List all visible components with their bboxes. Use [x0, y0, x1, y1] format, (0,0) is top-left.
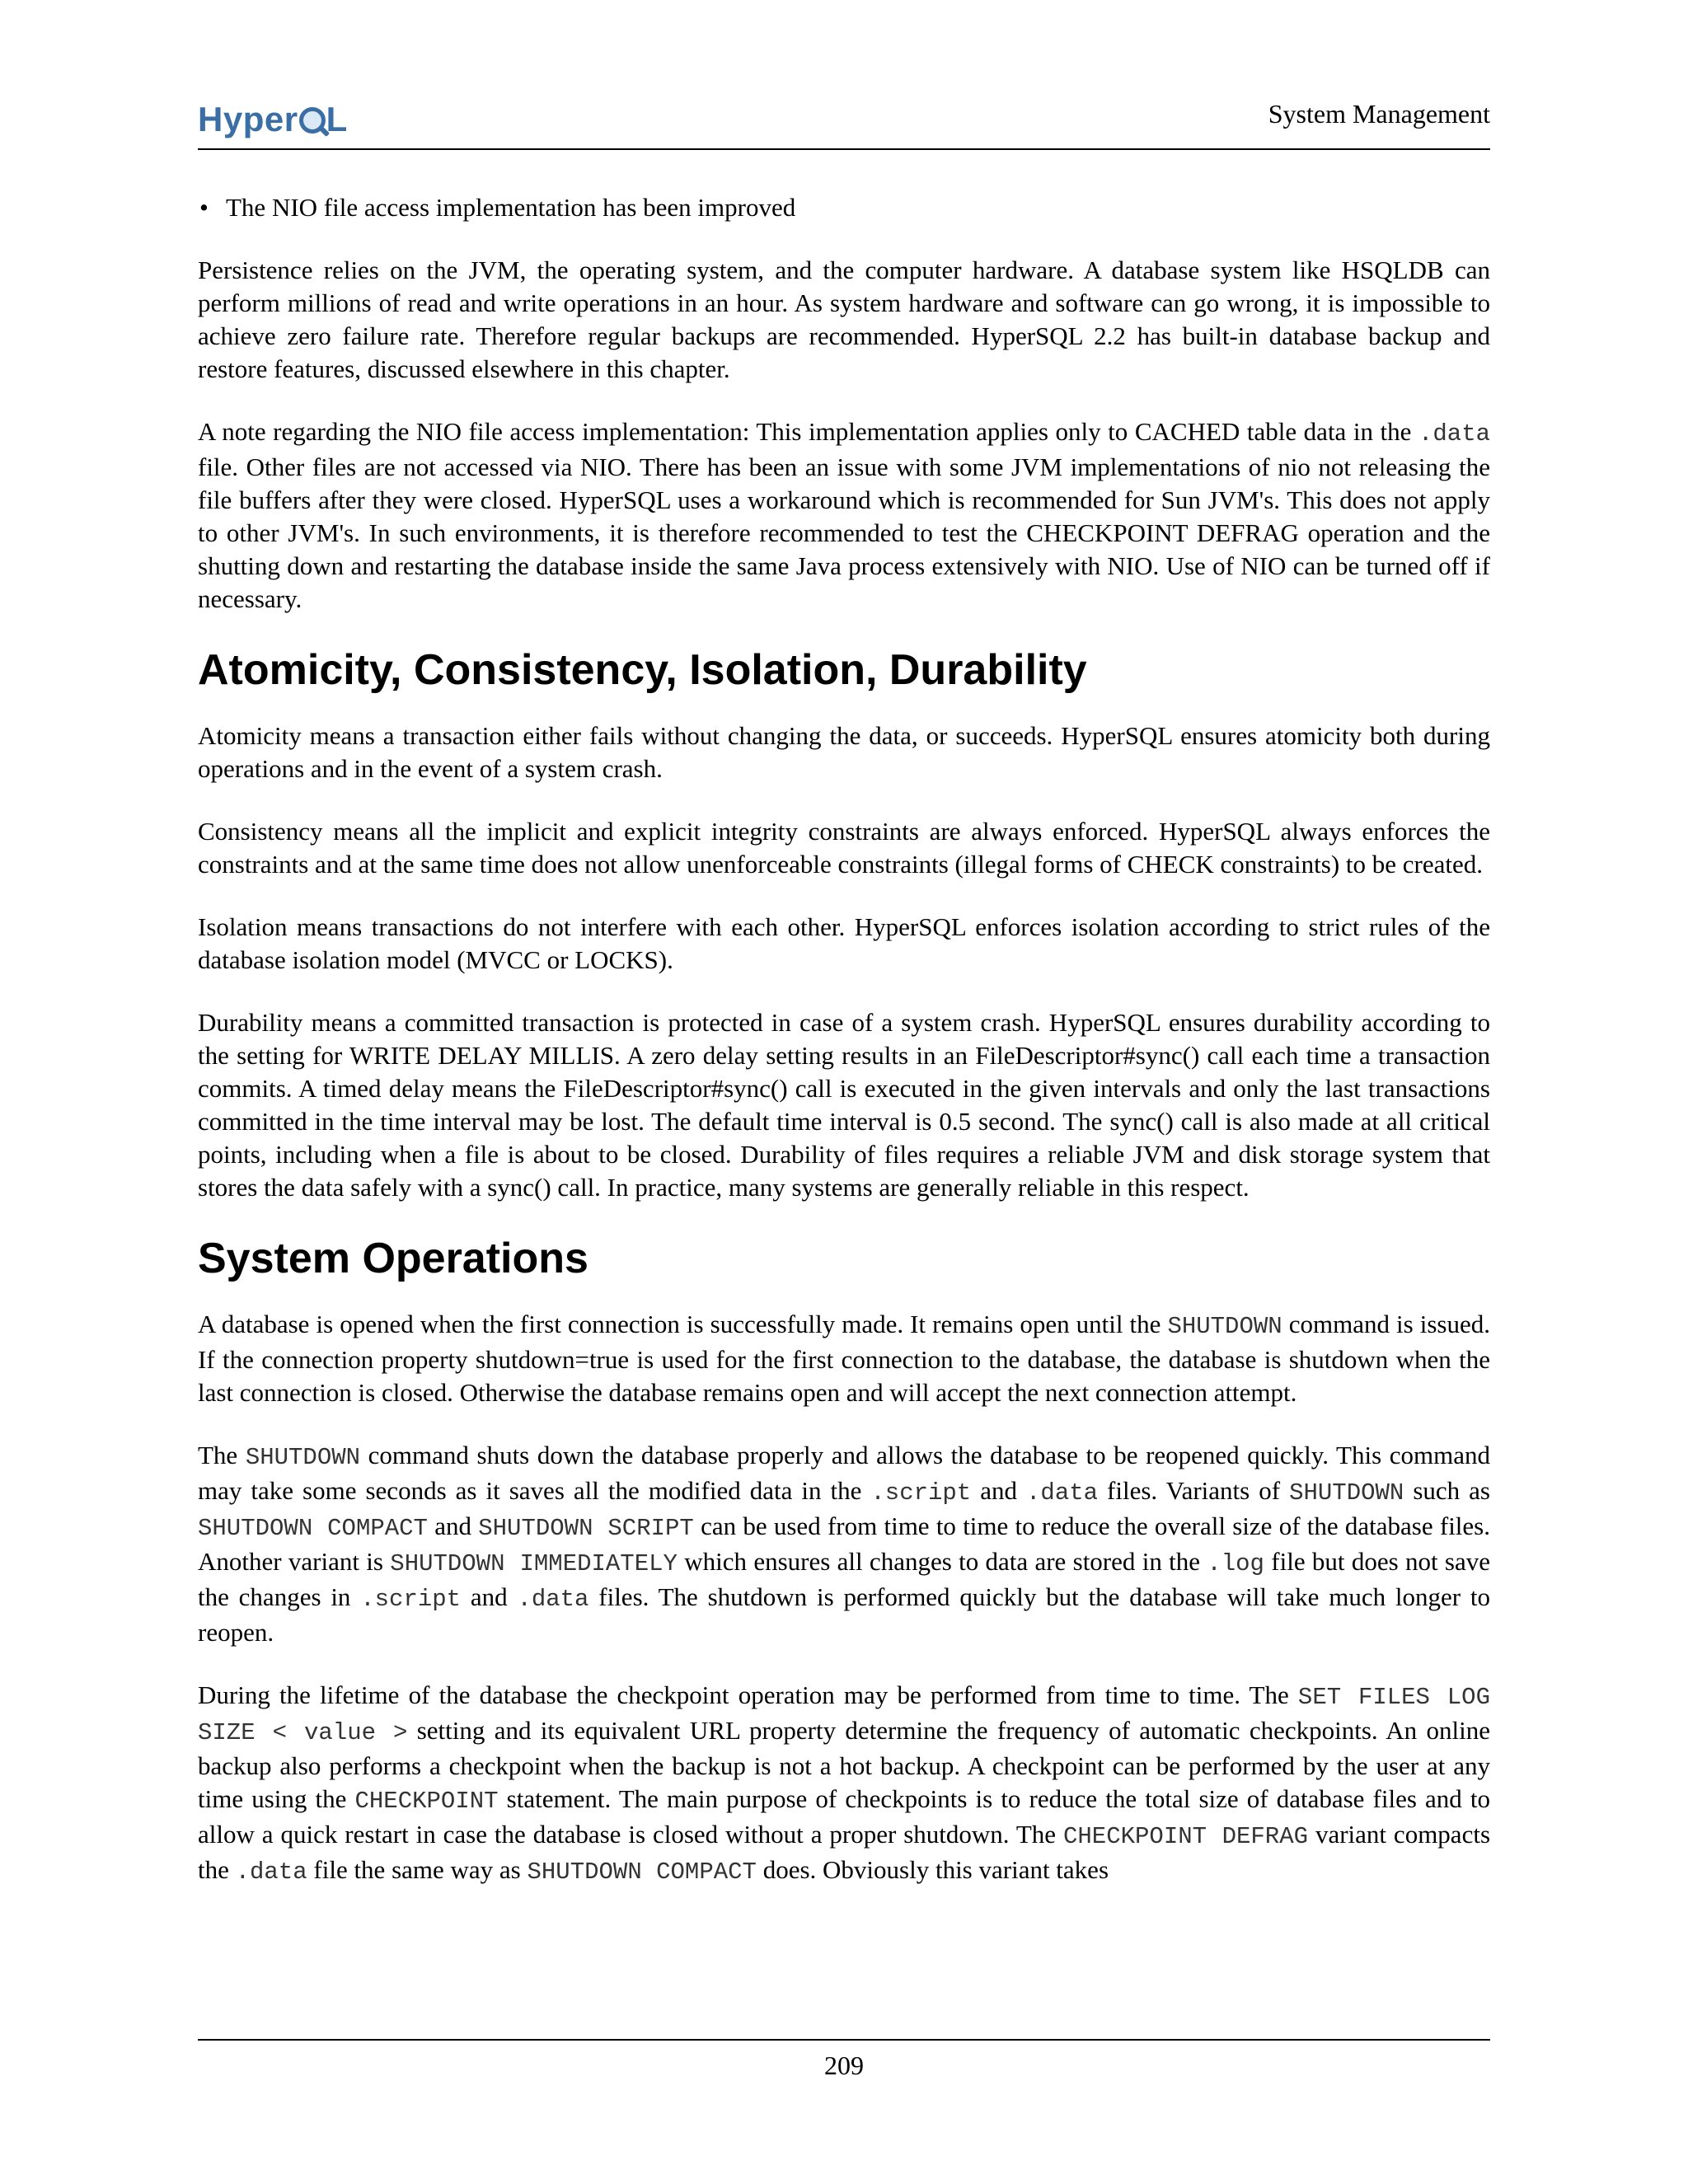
inline-code: .data — [235, 1858, 307, 1886]
magnifier-icon — [299, 107, 326, 134]
hypersql-logo — [198, 99, 348, 140]
text-run: files. The shutdown is performed quickly but the database will take much longer to reopen. — [198, 1582, 1490, 1647]
text-run: does. Obviously this variant takes — [756, 1855, 1109, 1884]
text-run: can be used from time to time to reduce the overall size of the database files. Another variant is — [198, 1511, 1490, 1576]
page-footer — [198, 2039, 1490, 2082]
text-run: The — [198, 1441, 246, 1469]
page-content — [198, 191, 1490, 1919]
text-run: file but does not save the changes in — [198, 1547, 1491, 1611]
inline-code: .script — [360, 1586, 462, 1613]
section-heading-acid: Atomicity, Consistency, Isolation, Durability — [198, 646, 1087, 694]
paragraph-persistence: Persistence relies on the JVM, the operating system, and the computer hardware. A database system like HSQLDB can perform millions of read and write operations in an hour. As system hardware and software can go wrong, it is impossible to achieve zero failure rate. Therefore regular backups are recommended. HyperSQL 2.2 has built-in database backup and restore features, discussed elsewhere in this chapter. — [198, 255, 1490, 383]
section-heading-system-operations: System Operations — [198, 1235, 588, 1282]
inline-code: SHUTDOWN SCRIPT — [478, 1515, 694, 1542]
inline-code: .data — [1418, 420, 1490, 448]
text-run: and — [461, 1582, 518, 1611]
text-run: files. Variants of — [1098, 1476, 1290, 1505]
inline-code: SHUTDOWN COMPACT — [527, 1858, 757, 1886]
bullet-icon: • — [199, 193, 209, 222]
inline-code: SHUTDOWN COMPACT — [198, 1515, 428, 1542]
list-item-text: The NIO file access implementation has been improved — [226, 193, 796, 222]
inline-code: CHECKPOINT DEFRAG — [1063, 1823, 1309, 1850]
inline-code: .log — [1207, 1550, 1264, 1577]
text-run: and — [971, 1476, 1027, 1505]
logo-text-l: L — [326, 100, 348, 138]
inline-code: .data — [1026, 1479, 1099, 1507]
text-run: file. Other files are not accessed via NIO. There has been an issue with some JVM implementations of nio not releasing the file buffers after they were closed. HyperSQL uses a workaround which is recommended for Sun JVM's. This does not apply to other JVM's. In such environments, it is therefore recommended to test the CHECKPOINT DEFRAG operation and the shutting down and restarting the database inside the same Java process extensively with NIO. Use of NIO can be turned off if necessary. — [198, 452, 1490, 613]
text-run: statement. The main purpose of checkpoints is to reduce the total size of database files and to allow a quick restart in case the database is closed without a proper shutdown. The — [198, 1784, 1490, 1849]
paragraph-atomicity: Atomicity means a transaction either fails without changing the data, or succeeds. HyperSQL ensures atomicity both during operations and in the event of a system crash. — [198, 721, 1490, 783]
text-run: variant compacts the — [198, 1820, 1491, 1884]
text-run: and — [427, 1511, 479, 1540]
text-run: which ensures all changes to data are stored in the — [677, 1547, 1207, 1576]
paragraph-shutdown — [198, 1439, 1490, 1649]
text-run: A note regarding the NIO file access implementation: This implementation applies only to CACHED table data in the — [198, 417, 1418, 446]
paragraph-database-open — [198, 1308, 1490, 1409]
inline-code: SHUTDOWN — [245, 1444, 361, 1471]
running-title: System Management — [1268, 99, 1490, 129]
paragraph-checkpoint — [198, 1679, 1490, 1889]
paragraph-consistency: Consistency means all the implicit and explicit integrity constraints are always enforced. HyperSQL always enforces the constraints and at the same time does not allow unenforceable constraints (illegal forms of CHECK constraints) to be created. — [198, 817, 1490, 879]
inline-code: .script — [870, 1479, 972, 1507]
list-item — [198, 191, 1490, 224]
text-run: During the lifetime of the database the checkpoint operation may be performed from time to time. The — [198, 1680, 1298, 1709]
inline-code: SET FILES LOG SIZE < value > — [198, 1684, 1490, 1746]
inline-code: SHUTDOWN IMMEDIATELY — [390, 1550, 678, 1577]
text-run: file the same way as — [307, 1855, 528, 1884]
paragraph-isolation: Isolation means transactions do not interfere with each other. HyperSQL enforces isolation according to strict rules of the database isolation model (MVCC or LOCKS). — [198, 912, 1490, 974]
text-run: setting and its equivalent URL property determine the frequency of automatic checkpoints. An online backup also performs a checkpoint when the backup is not a hot backup. A checkpoint can be performed by the user at any time using the — [198, 1716, 1490, 1813]
inline-code: .data — [517, 1586, 589, 1613]
text-run: command shuts down the database properly and allows the database to be reopened quickly. This command may take some seconds as it saves all the modified data in the — [198, 1441, 1491, 1505]
logo-text-hyper: Hyper — [198, 100, 298, 138]
page-header — [198, 89, 1490, 150]
inline-code: SHUTDOWN — [1167, 1313, 1282, 1340]
inline-code: CHECKPOINT — [354, 1788, 499, 1815]
text-run: A database is opened when the first connection is successfully made. It remains open until the — [198, 1310, 1168, 1338]
inline-code: SHUTDOWN — [1289, 1479, 1404, 1507]
paragraph-nio-note — [198, 415, 1490, 616]
page-number: 209 — [824, 2050, 864, 2080]
paragraph-durability: Durability means a committed transaction is protected in case of a system crash. HyperSQL ensures durability according to the setting for WRITE DELAY MILLIS. A zero delay setting results in an FileDescriptor#sync() call each time a transaction commits. A timed delay means the FileDescriptor#sync() call is executed in the given intervals and only the last transactions committed in the time interval may be lost. The default time interval is 0.5 second. The sync() call is also made at all critical points, including when a file is about to be closed. Durability of files requires a reliable JVM and disk storage system that stores the data safely with a sync() call. In practice, many systems are generally reliable in this respect. — [198, 1008, 1490, 1202]
text-run: such as — [1404, 1476, 1490, 1505]
text-run: command is issued. If the connection property shutdown=true is used for the first connection to the database, the database is shutdown when the last connection is closed. Otherwise the database remains open and will accept the next connection attempt. — [198, 1310, 1490, 1407]
